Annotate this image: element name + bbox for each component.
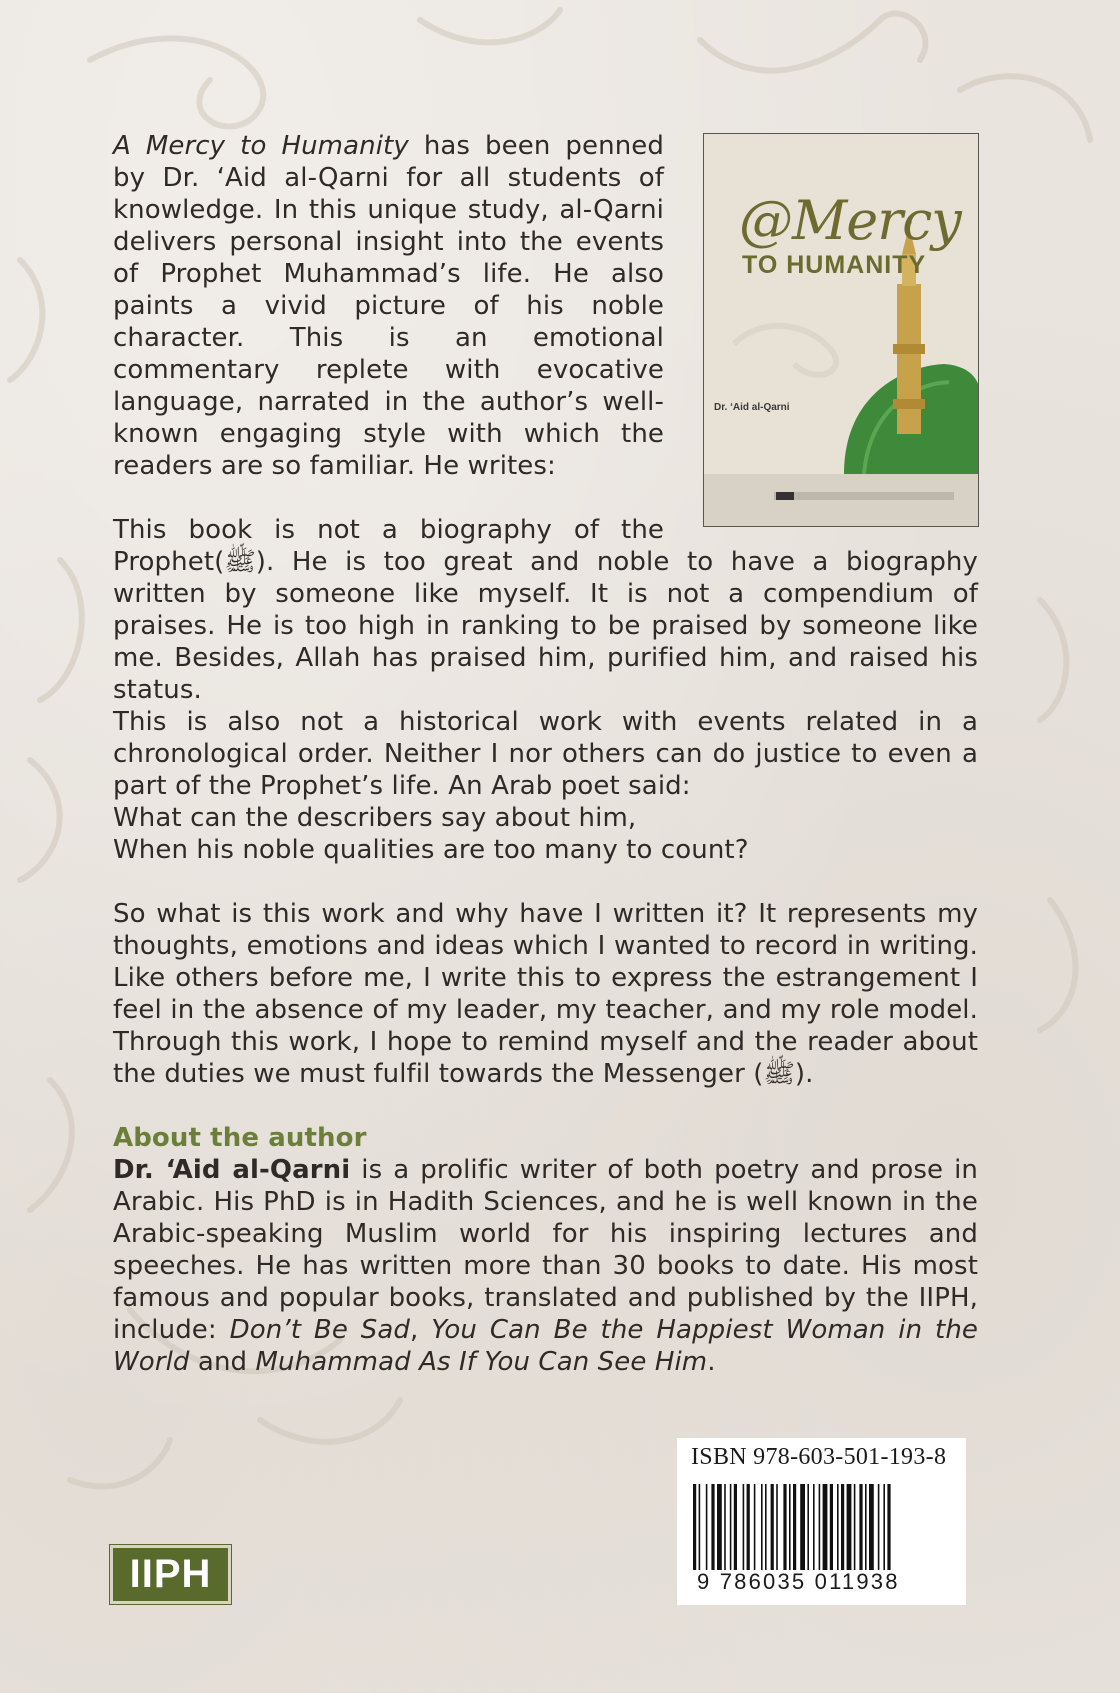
cover-spacer: [702, 128, 978, 522]
poem-line-2: When his noble qualities are too many to count?: [113, 835, 749, 865]
barcode-bar: [813, 1484, 815, 1570]
paragraph-gap: [113, 1090, 978, 1122]
barcode-bar: [878, 1484, 880, 1570]
quote-paragraph-1: This book is not a biography of the Prophet(ﷺ). He is too great and noble to have a biography written by someone like myself. It is not a compendium of praises. He is too high in ranking to be praised by someone like me. Besides, Allah has praised him, purified him, and raised his status.: [113, 515, 978, 705]
barcode-bar: [869, 1484, 874, 1570]
cover-title: @Mercy: [739, 189, 961, 252]
barcode-bar: [830, 1484, 833, 1570]
barcode-bar: [854, 1484, 856, 1570]
barcode-bar: [699, 1484, 701, 1570]
separator: and: [189, 1347, 256, 1377]
barcode-bar: [783, 1484, 786, 1570]
barcode-bar: [807, 1484, 809, 1570]
cover-author: Dr. ‘Aid al-Qarni: [714, 402, 790, 413]
isbn-barcode: [677, 1438, 966, 1605]
about-author-paragraph: [113, 1154, 978, 1378]
logo-text: IIPH: [129, 1552, 212, 1596]
iiph-logo: [110, 1545, 231, 1604]
barcode-bar: [883, 1484, 885, 1570]
cover-subtitle: TO HUMANITY: [742, 251, 927, 279]
quote-paragraph-3: So what is this work and why have I written it? It represents my thoughts, emotions and ideas which I wanted to record in writing. Like others before me, I write this to express the estrangement I feel in the absence of my leader, my teacher, and my role model. Through this work, I hope to remind myself and the reader about the duties we must fulfil towards the Messenger (ﷺ).: [113, 899, 978, 1089]
barcode-bar: [743, 1484, 745, 1570]
barcode-bar: [847, 1484, 852, 1570]
barcode-bar: [823, 1484, 828, 1570]
barcode-bar: [717, 1484, 722, 1570]
isbn-label: ISBN 978-603-501-193-8: [691, 1444, 947, 1470]
barcode-bar: [730, 1484, 732, 1570]
book-title-2: You Can Be the Happiest Woman in the World: [113, 1315, 979, 1377]
barcode-bar: [765, 1484, 767, 1570]
author-name: Dr. ‘Aid al-Qarni: [113, 1155, 351, 1185]
book-title-3: Muhammad As If You Can See Him: [255, 1347, 708, 1377]
paragraph-gap: [113, 866, 978, 898]
barcode-bar: [841, 1484, 844, 1570]
barcode-bar: [693, 1484, 696, 1570]
barcode-bar: [819, 1484, 821, 1570]
barcode-bar: [837, 1484, 839, 1570]
book-title-1: Don’t Be Sad: [229, 1315, 411, 1345]
barcode-bar: [800, 1484, 805, 1570]
barcode-bar: [793, 1484, 796, 1570]
barcode-bar: [776, 1484, 778, 1570]
about-author-heading: About the author: [113, 1123, 367, 1153]
barcode-bar: [747, 1484, 750, 1570]
book-title: A Mercy to Humanity: [113, 131, 409, 161]
barcode-bar: [859, 1484, 862, 1570]
barcode-bar: [706, 1484, 708, 1570]
back-cover-text: [113, 130, 978, 1378]
quote-paragraph-2: This is also not a historical work with events related in a chronological order. Neither I nor others can do justice to even a part of the Prophet’s life. An Arab poet said:: [113, 707, 978, 801]
barcode-bar: [789, 1484, 791, 1570]
separator: ,: [410, 1315, 432, 1345]
barcode-bar: [754, 1484, 756, 1570]
barcode-bar: [771, 1484, 774, 1570]
period: .: [707, 1347, 716, 1377]
barcode-bar: [887, 1484, 890, 1570]
barcode-bar: [761, 1484, 763, 1570]
barcode-bar: [711, 1484, 714, 1570]
barcode-bar: [865, 1484, 867, 1570]
barcode-digits: 9 786035 011938: [697, 1569, 900, 1594]
intro-text: has been penned by Dr. ‘Aid al-Qarni for all students of knowledge. In this unique study, al-Qarni delivers personal insight into the events of Prophet Muhammad’s life. He also paints a vivid picture of his noble character. This is an emotional commentary replete with evocative language, narrated in the author’s well-known engaging style with which the readers are so familiar. He writes:: [113, 131, 664, 481]
barcode-bar: [724, 1484, 726, 1570]
about-author-text: is a prolific writer of both poetry and prose in Arabic. His PhD is in Hadith Sciences, and he is well known in the Arabic-speaking Muslim world for his inspiring lectures and speeches. He has written more than 30 books to date. His most famous and popular books, translated and published by the IIPH, include:: [113, 1155, 979, 1345]
barcode-bar: [734, 1484, 737, 1570]
poem-line-1: What can the describers say about him,: [113, 803, 637, 833]
